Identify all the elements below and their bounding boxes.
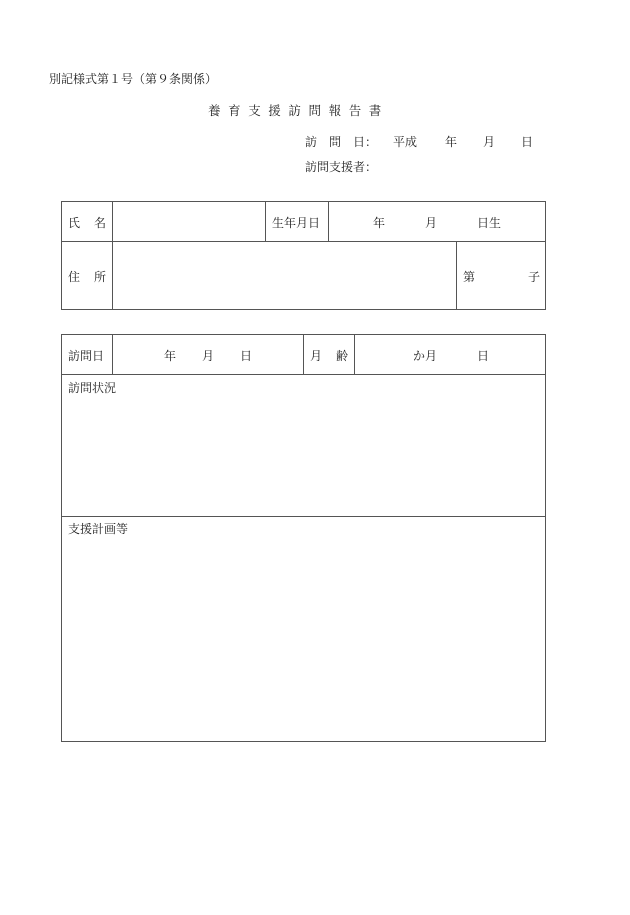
visit-date-label: 訪 問 日： xyxy=(305,135,378,149)
address-cell-divider xyxy=(456,241,457,310)
visit-year-unit: 年 xyxy=(164,349,177,363)
page-title: 養育支援訪問報告書 xyxy=(208,103,389,118)
birthdate-label: 生年月日 xyxy=(272,216,321,230)
birth-day-unit: 日生 xyxy=(477,216,502,230)
header-month-unit: 月 xyxy=(483,135,496,149)
name-cell-divider xyxy=(265,201,266,241)
supporter-label: 訪問支援者： xyxy=(305,160,378,174)
header-day-unit: 日 xyxy=(521,135,534,149)
birth-month-unit: 月 xyxy=(425,216,438,230)
child-order-prefix: 第 xyxy=(463,270,476,284)
visit-header-divider xyxy=(61,374,546,375)
support-plan-field[interactable] xyxy=(62,536,545,741)
visit-date-label-divider xyxy=(112,334,113,374)
age-label: 月 齢 xyxy=(310,349,348,363)
visit-date-label-cell: 訪問日 xyxy=(68,349,105,363)
era-label: 平成 xyxy=(393,135,418,149)
age-months-unit: か月 xyxy=(413,349,438,363)
visit-day-unit: 日 xyxy=(240,349,253,363)
form-number: 別記様式第１号（第９条関係） xyxy=(49,72,218,86)
address-label: 住 所 xyxy=(68,270,106,284)
name-field[interactable] xyxy=(113,202,264,240)
name-label: 氏 名 xyxy=(68,216,106,230)
support-plan-label: 支援計画等 xyxy=(68,522,129,536)
age-days-unit: 日 xyxy=(477,349,490,363)
visit-date-cell-divider xyxy=(303,334,304,374)
header-year-unit: 年 xyxy=(445,135,458,149)
birth-year-unit: 年 xyxy=(373,216,386,230)
visit-status-field[interactable] xyxy=(62,395,545,515)
child-order-suffix: 子 xyxy=(528,270,541,284)
age-label-divider xyxy=(354,334,355,374)
visit-month-unit: 月 xyxy=(202,349,215,363)
status-plan-divider xyxy=(61,516,546,517)
birthdate-label-divider xyxy=(328,201,329,241)
visit-status-label: 訪問状況 xyxy=(68,381,117,395)
address-field[interactable] xyxy=(113,242,455,309)
